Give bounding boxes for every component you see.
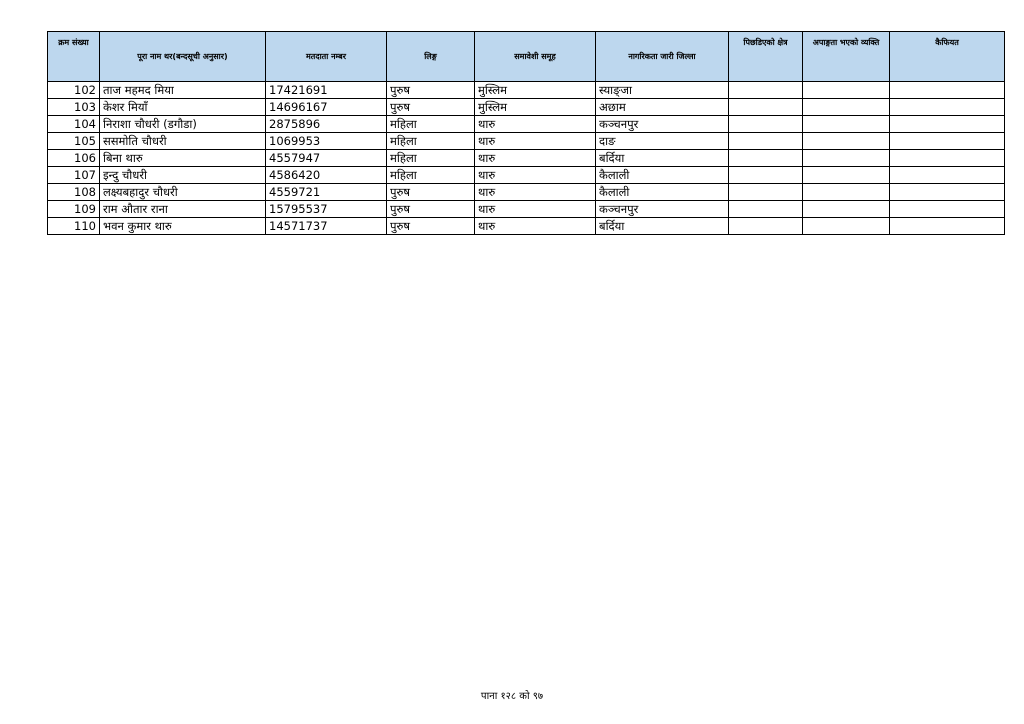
table-row: [48, 184, 1005, 201]
cell-gender: महिला: [387, 133, 475, 150]
cell-citizenship-district: कञ्चनपुर: [596, 201, 729, 218]
cell-inclusive-group: थारु: [475, 201, 596, 218]
table-row: [48, 201, 1005, 218]
cell-disability: [803, 167, 890, 184]
cell-citizenship-district: बर्दिया: [596, 218, 729, 235]
cell-backward-region: [729, 167, 803, 184]
header-serial-number: क्रम संख्या: [48, 32, 100, 82]
cell-serial-number: 102: [48, 82, 100, 99]
table-row: [48, 218, 1005, 235]
cell-full-name: राम औतार राना: [100, 201, 266, 218]
cell-remarks: [890, 150, 1005, 167]
cell-serial-number: 110: [48, 218, 100, 235]
cell-gender: पुरुष: [387, 99, 475, 116]
cell-voter-number: 15795537: [266, 201, 387, 218]
cell-disability: [803, 116, 890, 133]
cell-inclusive-group: मुस्लिम: [475, 82, 596, 99]
cell-serial-number: 107: [48, 167, 100, 184]
header-remarks: कैफियत: [890, 32, 1005, 82]
page-number-footer: पाना १२८ को ९७: [480, 691, 544, 702]
cell-serial-number: 109: [48, 201, 100, 218]
cell-citizenship-district: कैलाली: [596, 184, 729, 201]
cell-backward-region: [729, 201, 803, 218]
voter-list-table-container: [47, 31, 1005, 235]
cell-inclusive-group: थारु: [475, 184, 596, 201]
cell-voter-number: 14571737: [266, 218, 387, 235]
cell-inclusive-group: थारु: [475, 218, 596, 235]
cell-voter-number: 17421691: [266, 82, 387, 99]
cell-disability: [803, 82, 890, 99]
header-citizenship-district: नागरिकता जारी जिल्ला: [596, 32, 729, 82]
cell-citizenship-district: कञ्चनपुर: [596, 116, 729, 133]
table-row: [48, 82, 1005, 99]
cell-gender: महिला: [387, 116, 475, 133]
cell-remarks: [890, 82, 1005, 99]
cell-full-name: ताज महमद मिया: [100, 82, 266, 99]
cell-full-name: भवन कुमार थारु: [100, 218, 266, 235]
voter-list-table: [47, 31, 1005, 235]
cell-serial-number: 105: [48, 133, 100, 150]
table-row: [48, 150, 1005, 167]
cell-full-name: इन्दु चौधरी: [100, 167, 266, 184]
cell-inclusive-group: थारु: [475, 116, 596, 133]
cell-remarks: [890, 218, 1005, 235]
cell-serial-number: 106: [48, 150, 100, 167]
cell-serial-number: 103: [48, 99, 100, 116]
table-row: [48, 116, 1005, 133]
cell-gender: पुरुष: [387, 184, 475, 201]
header-inclusive-group: समावेशी समूह: [475, 32, 596, 82]
cell-backward-region: [729, 150, 803, 167]
header-voter-number: मतदाता नम्बर: [266, 32, 387, 82]
table-row: [48, 167, 1005, 184]
cell-citizenship-district: स्याङ्जा: [596, 82, 729, 99]
cell-remarks: [890, 99, 1005, 116]
cell-citizenship-district: बर्दिया: [596, 150, 729, 167]
cell-backward-region: [729, 133, 803, 150]
cell-backward-region: [729, 116, 803, 133]
cell-voter-number: 2875896: [266, 116, 387, 133]
cell-inclusive-group: थारु: [475, 133, 596, 150]
cell-serial-number: 104: [48, 116, 100, 133]
table-header-row: [48, 32, 1005, 82]
cell-remarks: [890, 201, 1005, 218]
cell-disability: [803, 218, 890, 235]
cell-disability: [803, 133, 890, 150]
cell-serial-number: 108: [48, 184, 100, 201]
cell-voter-number: 1069953: [266, 133, 387, 150]
cell-citizenship-district: कैलाली: [596, 167, 729, 184]
cell-gender: पुरुष: [387, 82, 475, 99]
cell-full-name: लक्ष्यबहादुर चौधरी: [100, 184, 266, 201]
cell-inclusive-group: थारु: [475, 167, 596, 184]
cell-voter-number: 4586420: [266, 167, 387, 184]
cell-gender: महिला: [387, 150, 475, 167]
cell-disability: [803, 201, 890, 218]
cell-gender: पुरुष: [387, 201, 475, 218]
header-full-name: पूरा नाम थर(बन्दसूची अनुसार): [100, 32, 266, 82]
cell-voter-number: 4559721: [266, 184, 387, 201]
cell-full-name: ससमोति चौधरी: [100, 133, 266, 150]
header-disability: अपाङ्गता भएको व्यक्ति: [803, 32, 890, 82]
cell-remarks: [890, 116, 1005, 133]
cell-remarks: [890, 184, 1005, 201]
table-row: [48, 99, 1005, 116]
cell-full-name: केशर मियाँ: [100, 99, 266, 116]
cell-full-name: निराशा चौधरी (डगौडा): [100, 116, 266, 133]
cell-inclusive-group: मुस्लिम: [475, 99, 596, 116]
cell-voter-number: 4557947: [266, 150, 387, 167]
cell-backward-region: [729, 218, 803, 235]
cell-backward-region: [729, 99, 803, 116]
cell-disability: [803, 99, 890, 116]
cell-backward-region: [729, 184, 803, 201]
cell-disability: [803, 150, 890, 167]
cell-citizenship-district: दाङ: [596, 133, 729, 150]
header-backward-region: पिछडिएको क्षेत्र: [729, 32, 803, 82]
cell-gender: महिला: [387, 167, 475, 184]
cell-backward-region: [729, 82, 803, 99]
cell-inclusive-group: थारु: [475, 150, 596, 167]
cell-remarks: [890, 167, 1005, 184]
header-gender: लिङ्ग: [387, 32, 475, 82]
cell-remarks: [890, 133, 1005, 150]
cell-full-name: बिना थारु: [100, 150, 266, 167]
cell-citizenship-district: अछाम: [596, 99, 729, 116]
cell-voter-number: 14696167: [266, 99, 387, 116]
cell-gender: पुरुष: [387, 218, 475, 235]
cell-disability: [803, 184, 890, 201]
table-row: [48, 133, 1005, 150]
